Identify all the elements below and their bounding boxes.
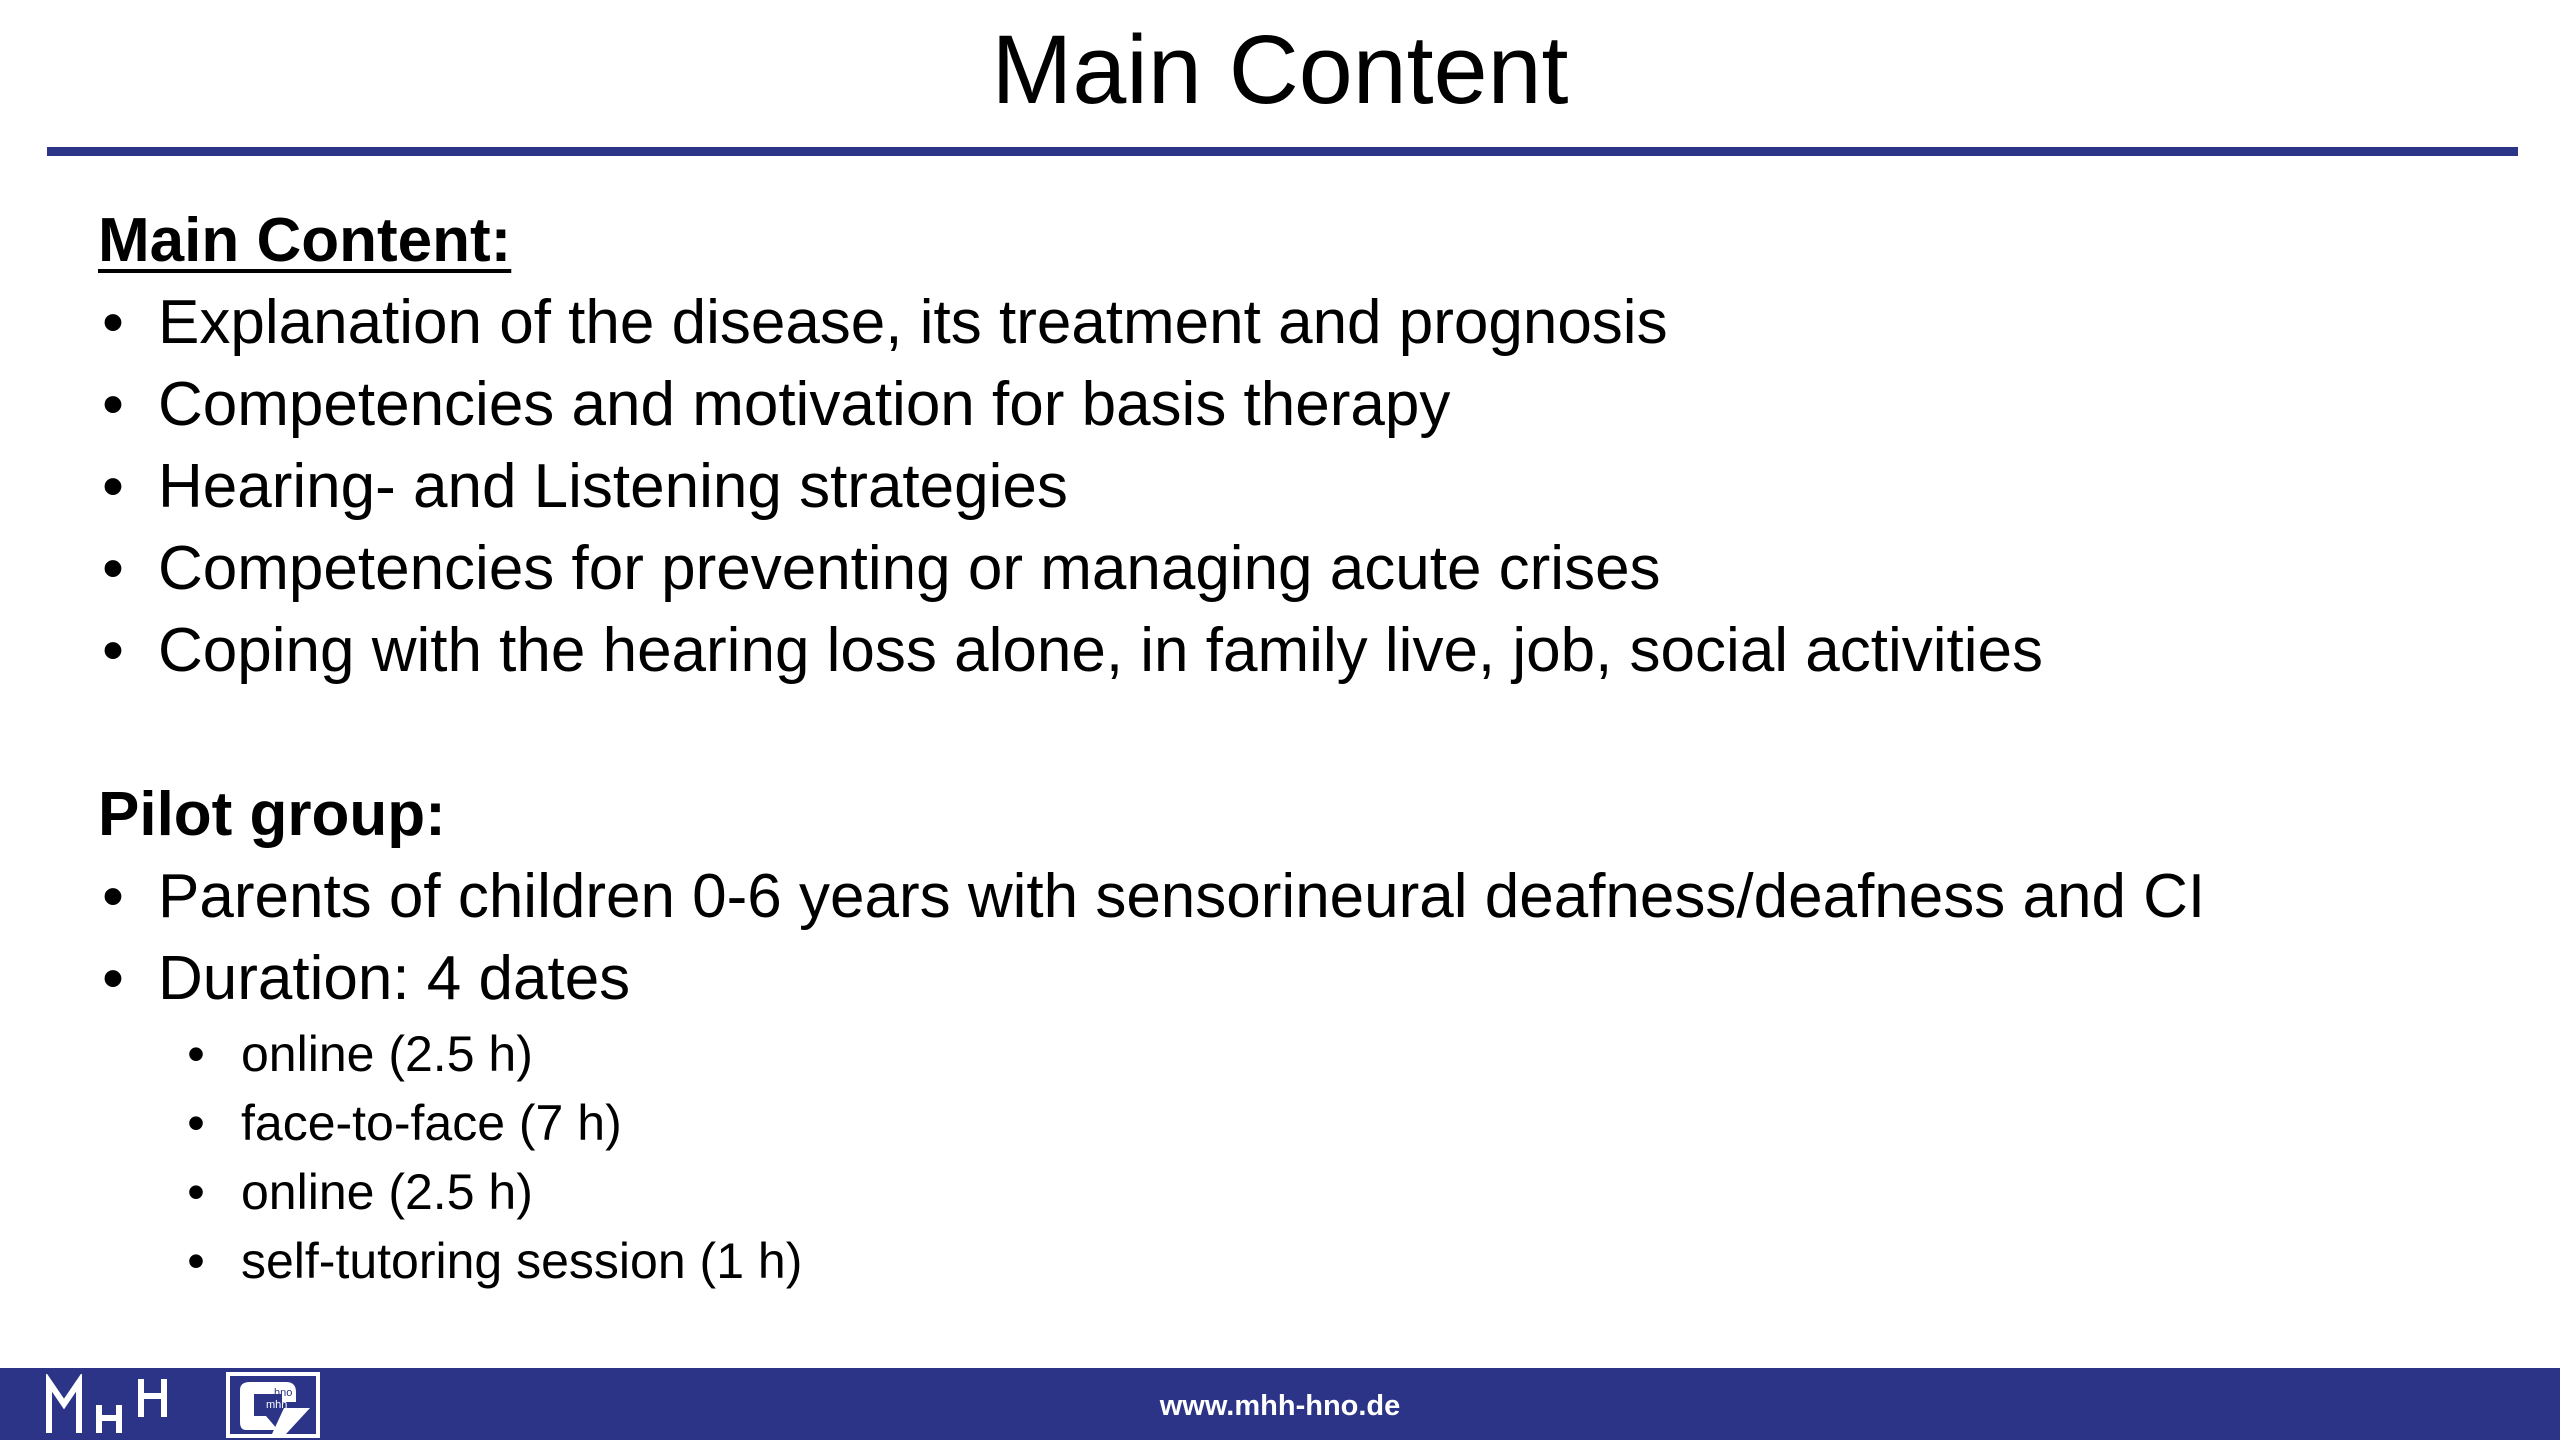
title-divider — [47, 147, 2518, 156]
list-item-text: Parents of children 0-6 years with sensorineural deafness/deafness and CI — [158, 862, 2206, 931]
sub-list-item — [181, 1020, 2498, 1089]
list-item — [98, 528, 2498, 610]
sub-list-item — [181, 1158, 2498, 1227]
bullet-icon: • — [102, 288, 124, 357]
main-content-list — [98, 282, 2498, 692]
sub-list-item-text: self-tutoring session (1 h) — [241, 1233, 803, 1289]
bullet-icon: • — [102, 944, 124, 1013]
footer-bar — [0, 1368, 2560, 1440]
list-item — [98, 856, 2498, 938]
bullet-icon: • — [102, 534, 124, 603]
list-item-text: Explanation of the disease, its treatment and prognosis — [158, 288, 1668, 357]
bullet-icon: • — [187, 1026, 205, 1082]
list-item — [98, 938, 2498, 1020]
section-spacer — [98, 692, 2498, 774]
list-item — [98, 364, 2498, 446]
sub-list-item-text: online (2.5 h) — [241, 1026, 533, 1082]
sub-list-item-text: face-to-face (7 h) — [241, 1095, 622, 1151]
pilot-group-heading: Pilot group: — [98, 780, 446, 849]
slide-body — [98, 200, 2498, 1296]
bullet-icon: • — [102, 452, 124, 521]
sub-list-item — [181, 1089, 2498, 1158]
list-item-text: Competencies for preventing or managing acute crises — [158, 534, 1661, 603]
main-content-heading — [98, 200, 2498, 282]
sub-list-item-text: online (2.5 h) — [241, 1164, 533, 1220]
bullet-icon: • — [102, 370, 124, 439]
list-item-text: Competencies and motivation for basis therapy — [158, 370, 1451, 439]
list-item-text: Duration: 4 dates — [158, 944, 631, 1013]
bullet-icon: • — [102, 862, 124, 931]
bullet-icon: • — [187, 1233, 205, 1289]
page-title: Main Content — [991, 15, 1569, 124]
bullet-icon: • — [187, 1164, 205, 1220]
footer-url-link[interactable]: www.mhh-hno.de — [1159, 1390, 1401, 1422]
svg-text:hno: hno — [274, 1387, 293, 1399]
list-item-text: Coping with the hearing loss alone, in family live, job, social activities — [158, 616, 2044, 685]
list-item-text: Hearing- and Listening strategies — [158, 452, 1068, 521]
list-item — [98, 282, 2498, 364]
sub-list-item — [181, 1227, 2498, 1296]
list-item — [98, 610, 2498, 692]
main-content-heading-text: Main Content: — [98, 206, 512, 275]
bullet-icon: • — [187, 1095, 205, 1151]
list-item — [98, 446, 2498, 528]
svg-text:mhh: mhh — [266, 1399, 288, 1411]
bullet-icon: • — [102, 616, 124, 685]
pilot-group-list — [98, 856, 2498, 1020]
duration-sublist — [98, 1020, 2498, 1296]
